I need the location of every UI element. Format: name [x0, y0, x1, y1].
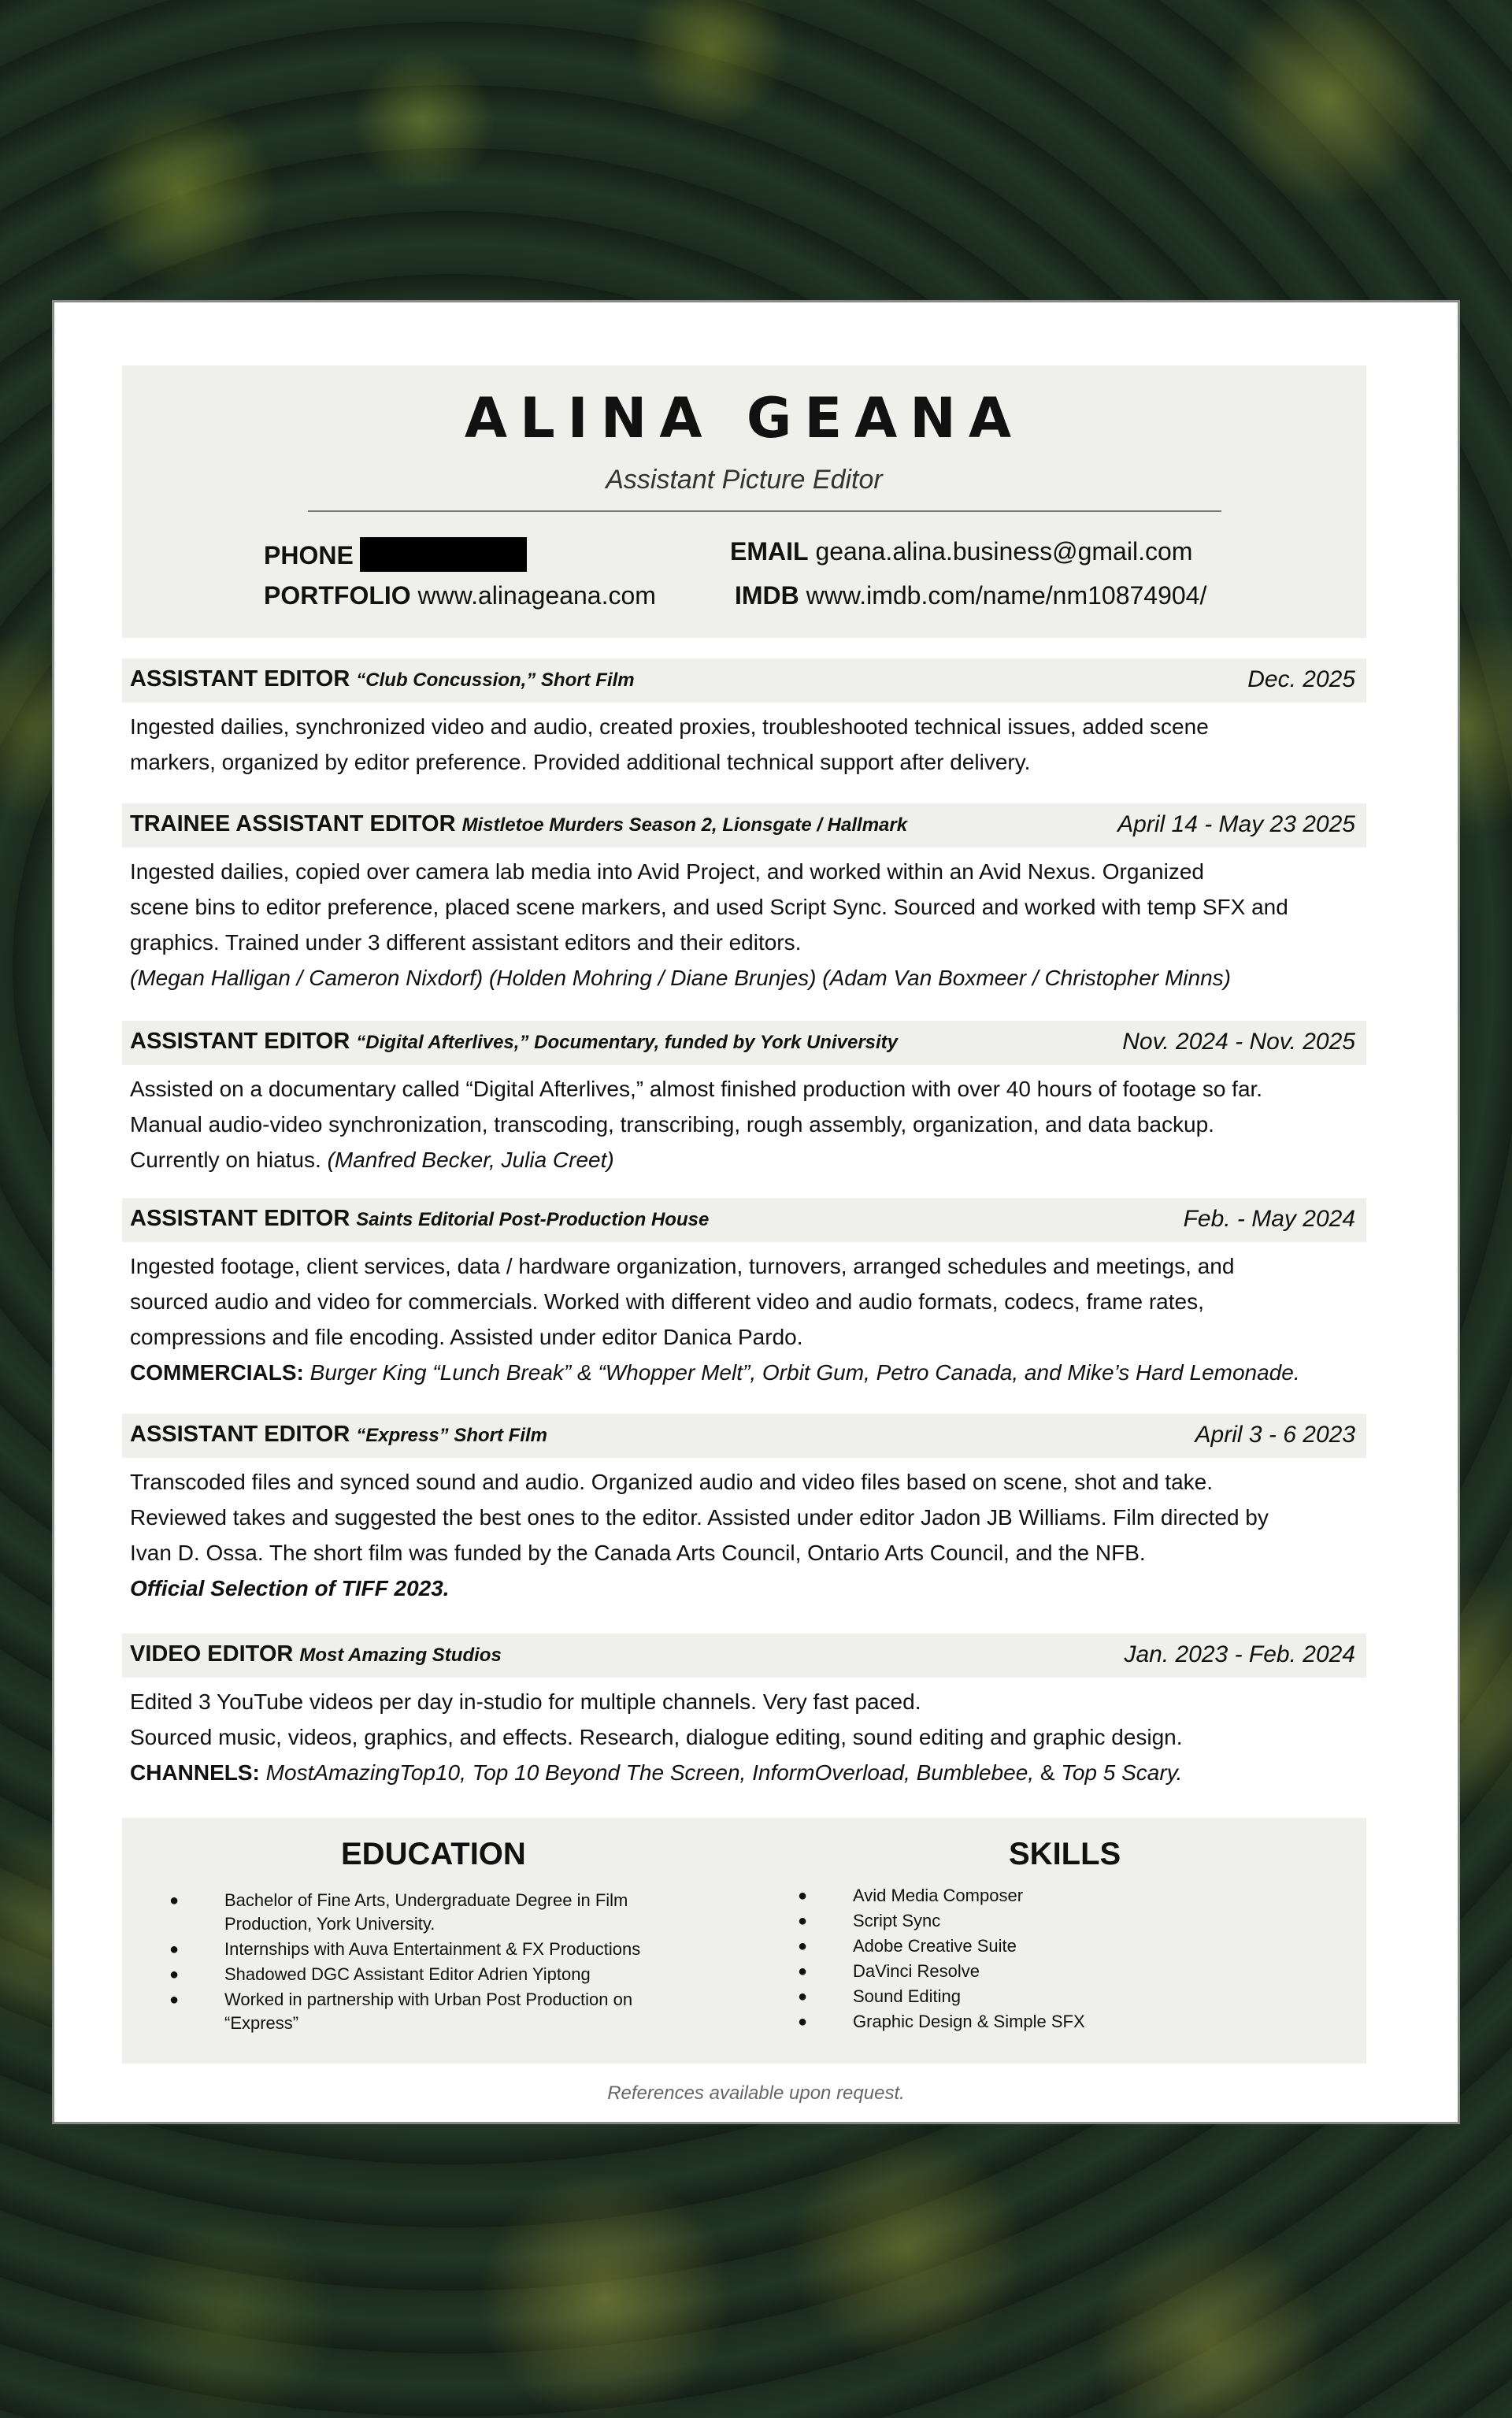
job-description [130, 1684, 1366, 1790]
job-line: Assisted on a documentary called “Digital Afterlives,” almost finished production with over 40 hours of footage so far. [130, 1077, 1263, 1101]
bullet-icon: ● [798, 1938, 808, 1955]
job-title: ASSISTANT EDITOR [130, 1029, 350, 1054]
job-date: Feb. - May 2024 [1183, 1206, 1355, 1232]
job-date: April 14 - May 23 2025 [1117, 811, 1355, 837]
commercials-list: Burger King “Lunch Break” & “Whopper Melt”, Orbit Gum, Petro Canada, and Mike’s Hard Lemonade. [309, 1360, 1300, 1385]
job-line: sourced audio and video for commercials. Worked with different video and audio formats, codecs, frame rates, [130, 1289, 1204, 1314]
bullet-icon: ● [169, 1941, 180, 1958]
resume-subtitle: Assistant Picture Editor [606, 465, 883, 495]
job-title: ASSISTANT EDITOR [130, 1422, 350, 1447]
list-item: ● Internships with Auva Entertainment & FX Productions [169, 1938, 736, 1961]
list-item: ● Sound Editing [798, 1985, 1302, 2008]
job-description [130, 1464, 1366, 1606]
job-line: compressions and file encoding. Assisted under editor Danica Pardo. [130, 1325, 803, 1349]
job-header [122, 803, 1366, 847]
list-item: ● DaVinci Resolve [798, 1960, 1302, 1983]
list-item: ● Bachelor of Fine Arts, Undergraduate Degree in Film Production, York University. [169, 1890, 628, 1934]
job-header [122, 1021, 1366, 1065]
education-list [169, 1889, 736, 2037]
job-description [130, 1071, 1366, 1177]
bullet-icon: ● [798, 1988, 808, 2005]
education-skills-block [122, 1818, 1366, 2064]
list-item: ● Adobe Creative Suite [798, 1934, 1302, 1958]
channels-tail: Top 5 Scary. [1061, 1760, 1183, 1785]
list-item: ● Graphic Design & Simple SFX [798, 2010, 1302, 2034]
job-line: scene bins to editor preference, placed scene markers, and used Script Sync. Sourced and worked with temp SFX and [130, 895, 1288, 919]
job-line: Ingested dailies, synchronized video and audio, created proxies, troubleshooted technical issues, added scene [130, 714, 1209, 739]
job-credits: (Manfred Becker, Julia Creet) [327, 1148, 614, 1172]
skills-title: SKILLS [1009, 1837, 1121, 1871]
email-label: EMAIL [730, 537, 809, 566]
job-description [130, 709, 1366, 780]
job-line: Ingested footage, client services, data / hardware organization, turnovers, arranged schedules and meetings, and [130, 1254, 1235, 1278]
job-line: Reviewed takes and suggested the best ones to the editor. Assisted under editor Jadon JB Williams. Film directed by [130, 1505, 1269, 1530]
job-org: Saints Editorial Post-Production House [356, 1209, 710, 1230]
skills-list [798, 1884, 1302, 2035]
imdb-line [735, 581, 1206, 610]
email-line [730, 537, 1192, 566]
bullet-icon: ● [798, 1912, 808, 1930]
channels-list: MostAmazingTop10, Top 10 Beyond The Screen, InformOverload, Bumblebee, [265, 1760, 1035, 1785]
job-line: Currently on hiatus. [130, 1148, 321, 1172]
job-line: Edited 3 YouTube videos per day in-studio for multiple channels. Very fast paced. [130, 1689, 921, 1714]
job-title: ASSISTANT EDITOR [130, 666, 350, 692]
job-description [130, 854, 1366, 996]
job-line: markers, organized by editor preference. Provided additional technical support after delivery. [130, 750, 1031, 774]
job-title: TRAINEE ASSISTANT EDITOR [130, 811, 456, 836]
resume-page [52, 300, 1460, 2124]
job-date: Dec. 2025 [1247, 666, 1355, 692]
channels-amp: & [1040, 1760, 1055, 1785]
phone-redaction [360, 537, 527, 572]
bullet-icon: ● [169, 1966, 180, 1983]
bullet-icon: ● [798, 1963, 808, 1980]
portfolio-value[interactable]: www.alinageana.com [417, 581, 656, 610]
list-item: ● Worked in partnership with Urban Post Production on “Express” [169, 1990, 633, 2033]
job-org: Most Amazing Studios [299, 1645, 502, 1666]
job-date: Nov. 2024 - Nov. 2025 [1122, 1029, 1355, 1055]
header-block [122, 365, 1366, 638]
imdb-label: IMDB [735, 581, 799, 610]
job-credits: (Megan Halligan / Cameron Nixdorf) (Holden Mohring / Diane Brunjes) (Adam Van Boxmeer / Christopher Minns) [130, 966, 1231, 990]
list-item: ● Avid Media Composer [798, 1884, 1302, 1908]
job-title: VIDEO EDITOR [130, 1641, 294, 1667]
commercials-label: COMMERCIALS: [130, 1360, 304, 1385]
education-title: EDUCATION [341, 1837, 526, 1871]
job-line: Ivan D. Ossa. The short film was funded by the Canada Arts Council, Ontario Arts Council, and the NFB. [130, 1541, 1146, 1565]
imdb-value[interactable]: www.imdb.com/name/nm10874904/ [806, 581, 1207, 610]
job-header [122, 1414, 1366, 1458]
bullet-icon: ● [798, 1887, 808, 1904]
channels-label: CHANNELS: [130, 1760, 260, 1785]
job-line: Ingested dailies, copied over camera lab media into Avid Project, and worked within an Avid Nexus. Organized [130, 859, 1204, 884]
bullet-icon: ● [169, 1991, 180, 2008]
bullet-icon: ● [169, 1892, 180, 1909]
job-line: graphics. Trained under 3 different assistant editors and their editors. [130, 930, 802, 955]
official-selection: Official Selection of TIFF 2023. [130, 1576, 450, 1600]
bullet-icon: ● [798, 2013, 808, 2030]
resume-name: ALINA GEANA [464, 386, 1025, 451]
job-header [122, 1634, 1366, 1678]
list-item: ● Script Sync [798, 1909, 1302, 1933]
job-org: “Express” Short Film [356, 1425, 548, 1446]
list-item: ● Shadowed DGC Assistant Editor Adrien Yiptong [169, 1963, 736, 1986]
job-date: April 3 - 6 2023 [1195, 1422, 1355, 1448]
header-divider [308, 510, 1221, 512]
job-org: “Club Concussion,” Short Film [356, 669, 635, 691]
job-header [122, 1198, 1366, 1242]
references-note: References available upon request. [607, 2082, 905, 2104]
job-line: Transcoded files and synced sound and audio. Organized audio and video files based on scene, shot and take. [130, 1470, 1214, 1494]
email-value[interactable]: geana.alina.business@gmail.com [815, 537, 1193, 566]
job-line: Manual audio-video synchronization, transcoding, transcribing, rough assembly, organization, and data backup. [130, 1112, 1214, 1137]
job-description [130, 1248, 1366, 1390]
job-date: Jan. 2023 - Feb. 2024 [1124, 1641, 1355, 1667]
job-org: “Digital Afterlives,” Documentary, funded by York University [356, 1032, 899, 1053]
portfolio-line [264, 581, 656, 610]
job-org: Mistletoe Murders Season 2, Lionsgate / Hallmark [461, 814, 908, 836]
phone-label: PHONE [264, 541, 354, 569]
job-header [122, 658, 1366, 703]
portfolio-label: PORTFOLIO [264, 581, 411, 610]
job-title: ASSISTANT EDITOR [130, 1206, 350, 1231]
phone-line [264, 537, 527, 572]
job-line: Sourced music, videos, graphics, and effects. Research, dialogue editing, sound editing and graphic design. [130, 1725, 1183, 1749]
